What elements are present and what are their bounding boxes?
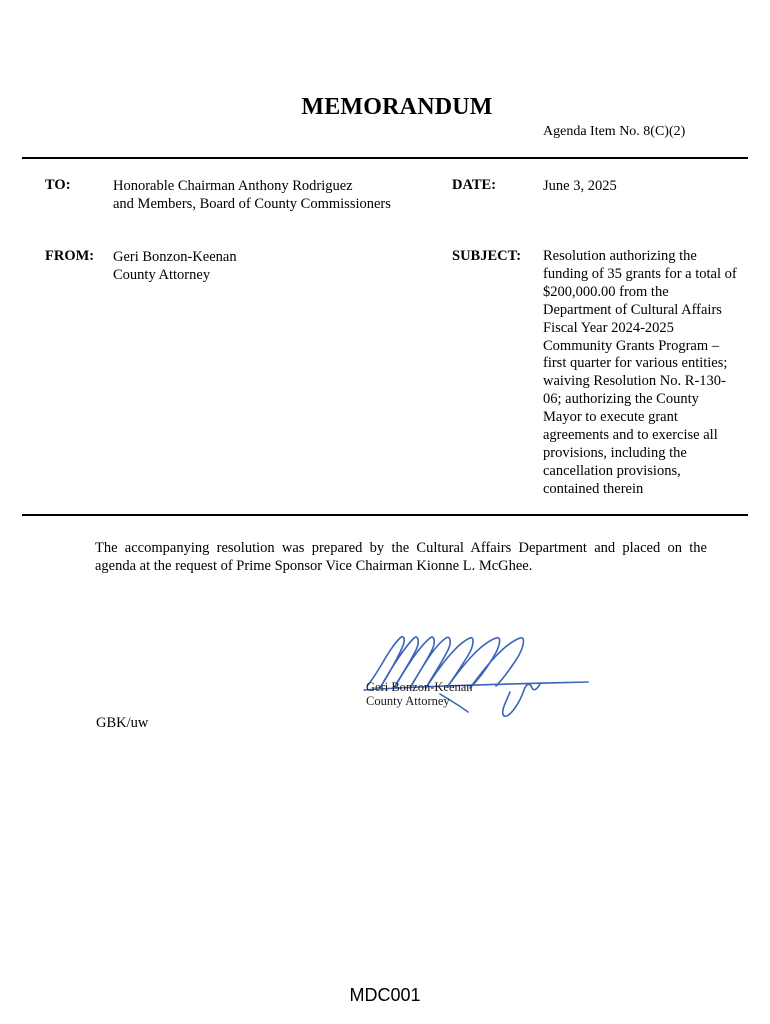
agenda-item-number: Agenda Item No. 8(C)(2) xyxy=(543,124,686,139)
memo-title: MEMORANDUM xyxy=(301,94,493,120)
signature-name: Geri Bonzon-Keenan xyxy=(366,680,473,694)
subject-line: provisions, including the xyxy=(543,444,687,461)
body-paragraph-line-2: agenda at the request of Prime Sponsor Vice Chairman Kionne L. McGhee. xyxy=(95,558,533,574)
subject-line: agreements and to exercise all xyxy=(543,427,718,444)
subject-line: first quarter for various entities; xyxy=(543,355,728,372)
body-paragraph-line-1: The accompanying resolution was prepared by the Cultural Affairs Department and placed on the xyxy=(95,540,707,556)
from-sender xyxy=(113,248,237,284)
typist-initials: GBK/uw xyxy=(96,715,149,731)
subject-line: Mayor to execute grant xyxy=(543,409,678,426)
subject-line: Community Grants Program – xyxy=(543,337,720,354)
signature-title: County Attorney xyxy=(366,694,450,708)
from-line-1: Geri Bonzon-Keenan xyxy=(113,249,237,265)
date-value: June 3, 2025 xyxy=(543,178,617,194)
signature-block xyxy=(366,680,473,708)
top-divider xyxy=(22,157,748,159)
subject-line: $200,000.00 from the xyxy=(543,283,669,300)
subject-line: Resolution authorizing the xyxy=(543,248,697,264)
subject-line: 06; authorizing the County xyxy=(543,391,699,408)
subject-line: funding of 35 grants for a total of xyxy=(543,265,737,282)
to-recipient xyxy=(113,177,391,213)
subject-line: contained therein xyxy=(543,480,644,497)
from-label: FROM: xyxy=(45,248,95,264)
subject-text xyxy=(543,248,753,499)
subject-line: cancellation provisions, xyxy=(543,462,681,479)
subject-line: Department of Cultural Affairs xyxy=(543,301,722,318)
to-line-1: Honorable Chairman Anthony Rodriguez xyxy=(113,178,353,194)
from-line-2: County Attorney xyxy=(113,267,211,283)
to-line-2: and Members, Board of County Commissioners xyxy=(113,196,391,212)
subject-label: SUBJECT: xyxy=(452,248,522,264)
subject-line: waiving Resolution No. R-130- xyxy=(543,373,726,390)
document-code: MDC001 xyxy=(349,985,421,1005)
date-label: DATE: xyxy=(452,177,497,193)
to-label: TO: xyxy=(45,177,71,193)
subject-line: Fiscal Year 2024-2025 xyxy=(543,319,674,336)
bottom-divider xyxy=(22,514,748,516)
